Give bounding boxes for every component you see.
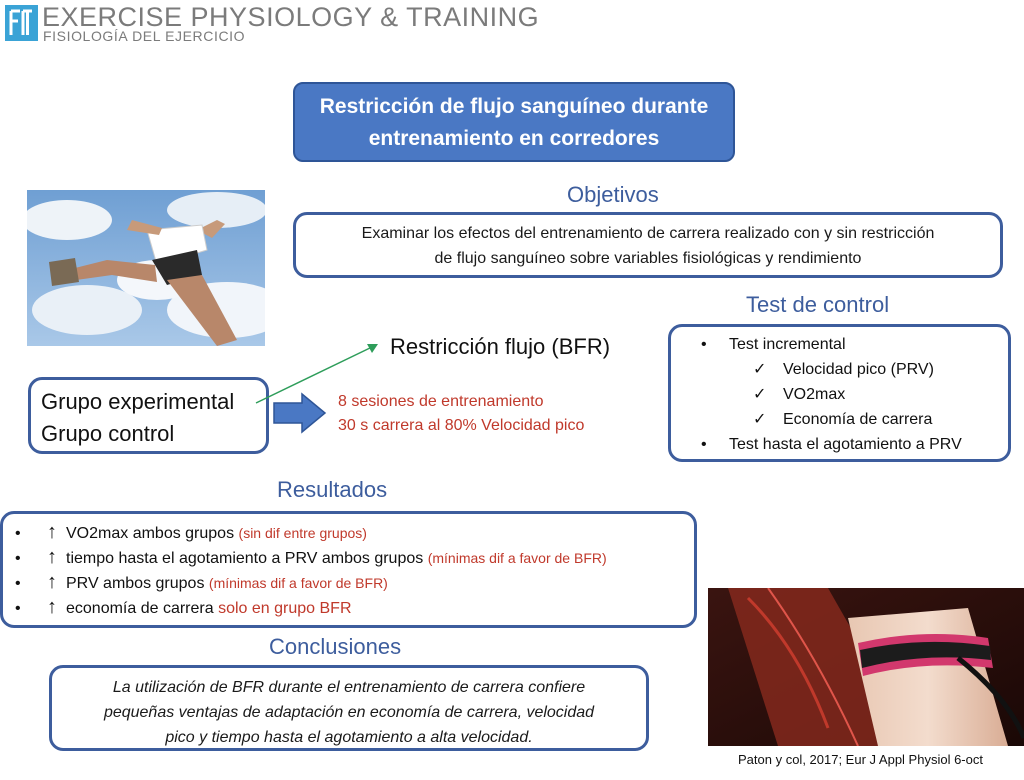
test-sub-2-label: VO2max — [783, 386, 846, 403]
resultados-box — [0, 511, 697, 628]
check-icon: ✓ — [753, 411, 767, 428]
result-3-text — [66, 571, 388, 596]
bullet: • — [701, 436, 707, 453]
result-1-note: (sin dif entre grupos) — [238, 525, 367, 541]
result-row-2 — [3, 546, 694, 571]
test-control-box — [668, 324, 1011, 462]
conclusiones-heading: Conclusiones — [269, 634, 402, 659]
objetivos-heading: Objetivos — [567, 182, 659, 207]
result-1-main: VO2max ambos grupos — [66, 525, 235, 542]
test-sub-3-label: Economía de carrera — [783, 411, 933, 428]
logo-subtitle: FISIOLOGÍA DEL EJERCICIO — [43, 28, 246, 44]
check-icon: ✓ — [753, 386, 767, 403]
result-row-3 — [3, 571, 694, 596]
test-item-2 — [671, 432, 1008, 457]
resultados-heading: Resultados — [277, 477, 388, 502]
test-item-1-label: Test incremental — [729, 336, 846, 353]
result-1-text — [66, 521, 367, 546]
test-sub-3 — [671, 407, 1008, 432]
objetivos-line-1: Examinar los efectos del entrenamiento de carrera realizado con y sin restricción — [361, 225, 935, 242]
conclusiones-line-3: pico y tiempo hasta el agotamiento a alta velocidad. — [165, 729, 533, 746]
check-icon: ✓ — [753, 361, 767, 378]
test-item-1 — [671, 332, 1008, 357]
result-row-4 — [3, 596, 694, 621]
conclusiones-line-1: La utilización de BFR durante el entrenamiento de carrera confiere — [112, 679, 586, 696]
citation: Paton y col, 2017; Eur J Appl Physiol 6-oct — [738, 752, 983, 767]
group-control: Grupo control — [41, 421, 175, 446]
group-experimental: Grupo experimental — [41, 389, 235, 414]
test-sub-1-label: Velocidad pico (PRV) — [783, 361, 934, 378]
result-4-note: solo en grupo BFR — [218, 600, 352, 617]
logo-mark — [5, 5, 38, 41]
result-2-note: (mínimas dif a favor de BFR) — [427, 550, 607, 566]
bfr-label: Restricción flujo (BFR) — [390, 334, 611, 359]
training-line-2: 30 s carrera al 80% Velocidad pico — [338, 417, 585, 434]
bullet: • — [701, 336, 707, 353]
result-3-main: PRV ambos grupos — [66, 575, 205, 592]
block-arrow-icon — [272, 392, 328, 434]
conclusiones-box — [49, 665, 649, 751]
bfr-cuff-photo — [708, 588, 1024, 746]
test-sub-2 — [671, 382, 1008, 407]
slide-title — [293, 82, 735, 162]
up-arrow-icon: ↑ — [47, 521, 57, 543]
up-arrow-icon: ↑ — [47, 596, 57, 618]
test-control-heading: Test de control — [746, 292, 890, 317]
test-sub-1 — [671, 357, 1008, 382]
bullet: • — [15, 575, 21, 592]
title-line-1: Restricción de flujo sanguíneo durante — [319, 95, 709, 118]
up-arrow-icon: ↑ — [47, 546, 57, 568]
result-2-main: tiempo hasta el agotamiento a PRV ambos grupos — [66, 550, 424, 567]
bullet: • — [15, 525, 21, 542]
logo-title: EXERCISE PHYSIOLOGY & TRAINING — [42, 2, 540, 32]
result-row-1 — [3, 521, 694, 546]
groups-box — [28, 377, 269, 454]
bullet: • — [15, 550, 21, 567]
training-line-1: 8 sesiones de entrenamiento — [338, 393, 544, 410]
conclusiones-line-2: pequeñas ventajas de adaptación en economía de carrera, velocidad — [103, 704, 595, 721]
title-line-2: entrenamiento en corredores — [368, 127, 660, 150]
result-2-text — [66, 546, 607, 571]
result-3-note: (mínimas dif a favor de BFR) — [208, 575, 388, 591]
result-4-main: economía de carrera — [66, 600, 214, 617]
test-item-2-label: Test hasta el agotamiento a PRV — [729, 436, 962, 453]
runner-photo — [27, 190, 265, 346]
objetivos-line-2: de flujo sanguíneo sobre variables fisiológicas y rendimiento — [434, 250, 862, 267]
objetivos-box — [293, 212, 1003, 278]
result-4-text — [66, 596, 352, 621]
up-arrow-icon: ↑ — [47, 571, 57, 593]
bullet: • — [15, 600, 21, 617]
